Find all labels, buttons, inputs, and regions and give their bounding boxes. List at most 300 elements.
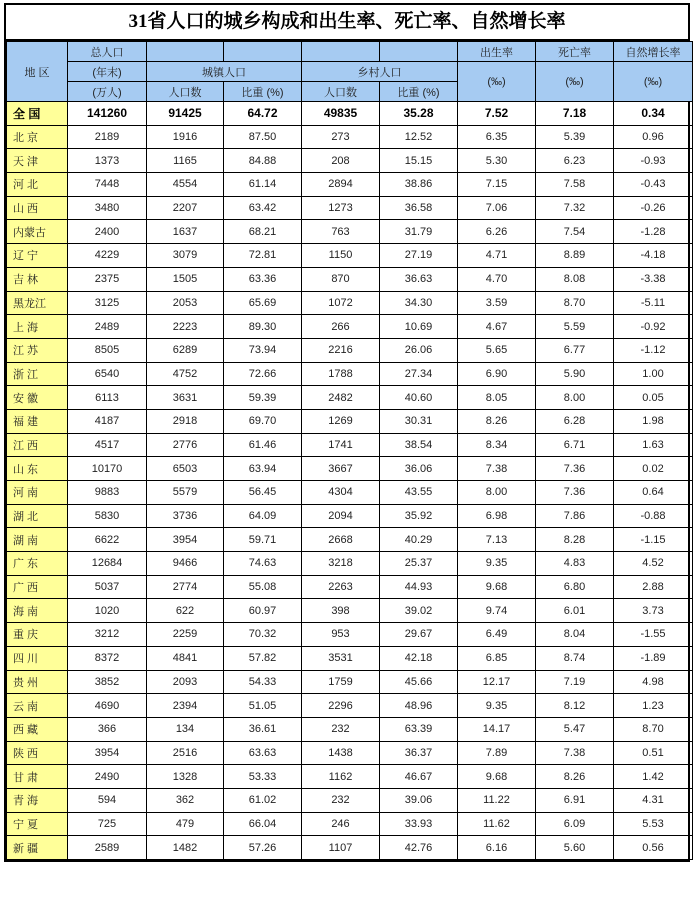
table-row (7, 812, 693, 836)
cell-urban-share: 63.63 (224, 741, 302, 765)
cell-birth: 8.05 (458, 386, 536, 410)
cell-region: 宁 夏 (7, 812, 68, 836)
header-region: 地 区 (7, 42, 68, 102)
cell-growth: -4.18 (614, 244, 693, 268)
table-row (7, 244, 693, 268)
cell-urban-share: 72.81 (224, 244, 302, 268)
header-urban-pop: 城镇人口 (147, 62, 302, 82)
table-row (7, 670, 693, 694)
table-row (7, 575, 693, 599)
cell-birth: 8.34 (458, 433, 536, 457)
table-row (7, 338, 693, 362)
table-body (7, 102, 693, 860)
cell-urban-share: 61.14 (224, 173, 302, 197)
cell-death: 8.70 (536, 291, 614, 315)
cell-total: 2589 (68, 836, 147, 860)
cell-total: 1373 (68, 149, 147, 173)
cell-birth: 6.85 (458, 646, 536, 670)
cell-rural-share: 36.58 (380, 196, 458, 220)
cell-rural-count: 2263 (302, 575, 380, 599)
cell-total: 7448 (68, 173, 147, 197)
cell-urban-share: 65.69 (224, 291, 302, 315)
cell-urban-share: 55.08 (224, 575, 302, 599)
cell-growth: 1.00 (614, 362, 693, 386)
cell-total: 725 (68, 812, 147, 836)
table-row (7, 291, 693, 315)
cell-region: 甘 肃 (7, 765, 68, 789)
cell-rural-share: 35.92 (380, 504, 458, 528)
cell-birth: 7.89 (458, 741, 536, 765)
cell-death: 6.91 (536, 788, 614, 812)
cell-birth: 6.49 (458, 623, 536, 647)
cell-rural-count: 273 (302, 125, 380, 149)
cell-birth: 4.71 (458, 244, 536, 268)
cell-total: 3480 (68, 196, 147, 220)
cell-death: 8.12 (536, 694, 614, 718)
cell-rural-share: 29.67 (380, 623, 458, 647)
cell-urban-share: 68.21 (224, 220, 302, 244)
cell-birth: 7.13 (458, 528, 536, 552)
cell-rural-count: 1273 (302, 196, 380, 220)
cell-total: 3125 (68, 291, 147, 315)
cell-rural-count: 870 (302, 267, 380, 291)
cell-region: 贵 州 (7, 670, 68, 694)
cell-urban-count: 1637 (147, 220, 224, 244)
cell-rural-count: 246 (302, 812, 380, 836)
cell-death: 7.32 (536, 196, 614, 220)
cell-rural-share: 43.55 (380, 481, 458, 505)
cell-rural-count: 398 (302, 599, 380, 623)
cell-death: 5.39 (536, 125, 614, 149)
cell-death: 7.54 (536, 220, 614, 244)
header-urban-share: 比重 (%) (224, 82, 302, 102)
header-year-end: (年末) (68, 62, 147, 82)
cell-urban-count: 2207 (147, 196, 224, 220)
cell-birth: 8.00 (458, 481, 536, 505)
cell-urban-share: 63.36 (224, 267, 302, 291)
cell-region: 青 海 (7, 788, 68, 812)
table-row (7, 646, 693, 670)
cell-rural-count: 763 (302, 220, 380, 244)
cell-growth: 0.02 (614, 457, 693, 481)
table-row (7, 623, 693, 647)
cell-growth: 4.31 (614, 788, 693, 812)
cell-rural-count: 2216 (302, 338, 380, 362)
cell-urban-count: 4554 (147, 173, 224, 197)
cell-urban-count: 6289 (147, 338, 224, 362)
cell-rural-count: 1741 (302, 433, 380, 457)
cell-urban-share: 74.63 (224, 552, 302, 576)
cell-urban-count: 2223 (147, 315, 224, 339)
cell-death: 8.26 (536, 765, 614, 789)
cell-region: 内蒙古 (7, 220, 68, 244)
table-header (7, 42, 693, 102)
table-row (7, 788, 693, 812)
cell-death: 7.36 (536, 481, 614, 505)
cell-growth: 1.23 (614, 694, 693, 718)
cell-rural-share: 39.06 (380, 788, 458, 812)
cell-birth: 7.52 (458, 102, 536, 126)
cell-total: 2189 (68, 125, 147, 149)
cell-urban-count: 9466 (147, 552, 224, 576)
cell-birth: 6.16 (458, 836, 536, 860)
cell-death: 4.83 (536, 552, 614, 576)
cell-birth: 4.70 (458, 267, 536, 291)
header-death-rate: 死亡率 (536, 42, 614, 62)
cell-rural-share: 35.28 (380, 102, 458, 126)
cell-urban-count: 4841 (147, 646, 224, 670)
cell-growth: -1.28 (614, 220, 693, 244)
cell-urban-share: 70.32 (224, 623, 302, 647)
cell-rural-count: 1759 (302, 670, 380, 694)
cell-death: 6.23 (536, 149, 614, 173)
cell-region: 北 京 (7, 125, 68, 149)
cell-birth: 5.30 (458, 149, 536, 173)
cell-death: 6.28 (536, 409, 614, 433)
table-row (7, 386, 693, 410)
table-row (7, 267, 693, 291)
table-row (7, 149, 693, 173)
header-urban-count: 人口数 (147, 82, 224, 102)
cell-region: 新 疆 (7, 836, 68, 860)
cell-urban-share: 59.71 (224, 528, 302, 552)
cell-rural-share: 10.69 (380, 315, 458, 339)
cell-urban-count: 1328 (147, 765, 224, 789)
cell-rural-count: 208 (302, 149, 380, 173)
cell-total: 366 (68, 717, 147, 741)
cell-rural-share: 27.19 (380, 244, 458, 268)
cell-rural-count: 232 (302, 788, 380, 812)
cell-urban-share: 69.70 (224, 409, 302, 433)
cell-rural-count: 49835 (302, 102, 380, 126)
cell-rural-count: 2482 (302, 386, 380, 410)
cell-urban-share: 61.02 (224, 788, 302, 812)
header-natural-growth: 自然增长率 (614, 42, 693, 62)
cell-urban-share: 54.33 (224, 670, 302, 694)
cell-urban-share: 56.45 (224, 481, 302, 505)
cell-rural-count: 3218 (302, 552, 380, 576)
cell-death: 6.80 (536, 575, 614, 599)
header-blank (302, 42, 380, 62)
cell-total: 5830 (68, 504, 147, 528)
cell-region: 山 东 (7, 457, 68, 481)
cell-region: 黑龙江 (7, 291, 68, 315)
cell-rural-count: 2296 (302, 694, 380, 718)
cell-region: 广 东 (7, 552, 68, 576)
cell-growth: -1.89 (614, 646, 693, 670)
cell-death: 8.00 (536, 386, 614, 410)
cell-urban-count: 1505 (147, 267, 224, 291)
cell-rural-share: 44.93 (380, 575, 458, 599)
cell-urban-count: 134 (147, 717, 224, 741)
table-row (7, 765, 693, 789)
cell-region: 浙 江 (7, 362, 68, 386)
cell-region: 福 建 (7, 409, 68, 433)
cell-region: 山 西 (7, 196, 68, 220)
cell-urban-share: 89.30 (224, 315, 302, 339)
cell-total: 6540 (68, 362, 147, 386)
cell-rural-share: 36.63 (380, 267, 458, 291)
cell-growth: -1.55 (614, 623, 693, 647)
cell-birth: 9.35 (458, 552, 536, 576)
header-blank (380, 42, 458, 62)
cell-rural-share: 30.31 (380, 409, 458, 433)
cell-total: 3852 (68, 670, 147, 694)
cell-region: 河 南 (7, 481, 68, 505)
header-birth-rate: 出生率 (458, 42, 536, 62)
header-death-unit: (‰) (536, 62, 614, 102)
table-row (7, 457, 693, 481)
cell-growth: -5.11 (614, 291, 693, 315)
cell-death: 6.71 (536, 433, 614, 457)
cell-growth: 0.51 (614, 741, 693, 765)
cell-region: 海 南 (7, 599, 68, 623)
cell-growth: 4.52 (614, 552, 693, 576)
cell-rural-share: 34.30 (380, 291, 458, 315)
cell-rural-share: 48.96 (380, 694, 458, 718)
table-row (7, 196, 693, 220)
cell-urban-count: 2053 (147, 291, 224, 315)
cell-total: 4229 (68, 244, 147, 268)
cell-total: 5037 (68, 575, 147, 599)
cell-rural-count: 1162 (302, 765, 380, 789)
cell-region: 湖 北 (7, 504, 68, 528)
cell-total: 8372 (68, 646, 147, 670)
cell-rural-count: 2094 (302, 504, 380, 528)
cell-urban-count: 622 (147, 599, 224, 623)
cell-birth: 7.15 (458, 173, 536, 197)
cell-urban-share: 57.82 (224, 646, 302, 670)
cell-birth: 3.59 (458, 291, 536, 315)
header-rural-pop: 乡村人口 (302, 62, 458, 82)
cell-rural-count: 3667 (302, 457, 380, 481)
cell-rural-share: 40.29 (380, 528, 458, 552)
cell-rural-share: 63.39 (380, 717, 458, 741)
table-row (7, 125, 693, 149)
cell-rural-count: 2668 (302, 528, 380, 552)
cell-rural-count: 1788 (302, 362, 380, 386)
cell-rural-count: 1072 (302, 291, 380, 315)
cell-birth: 11.22 (458, 788, 536, 812)
cell-urban-share: 84.88 (224, 149, 302, 173)
cell-rural-count: 4304 (302, 481, 380, 505)
cell-death: 6.77 (536, 338, 614, 362)
table-row (7, 315, 693, 339)
cell-birth: 9.68 (458, 575, 536, 599)
cell-death: 7.86 (536, 504, 614, 528)
cell-rural-share: 38.54 (380, 433, 458, 457)
cell-total: 2490 (68, 765, 147, 789)
cell-total: 10170 (68, 457, 147, 481)
table-row (7, 220, 693, 244)
cell-urban-count: 3079 (147, 244, 224, 268)
cell-death: 5.47 (536, 717, 614, 741)
cell-birth: 7.38 (458, 457, 536, 481)
cell-rural-count: 3531 (302, 646, 380, 670)
cell-rural-share: 31.79 (380, 220, 458, 244)
cell-region: 广 西 (7, 575, 68, 599)
cell-growth: -0.26 (614, 196, 693, 220)
cell-birth: 6.90 (458, 362, 536, 386)
cell-rural-count: 2894 (302, 173, 380, 197)
cell-growth: 0.05 (614, 386, 693, 410)
cell-region: 江 西 (7, 433, 68, 457)
cell-region: 河 北 (7, 173, 68, 197)
cell-urban-count: 479 (147, 812, 224, 836)
cell-urban-count: 362 (147, 788, 224, 812)
cell-birth: 6.98 (458, 504, 536, 528)
cell-urban-share: 72.66 (224, 362, 302, 386)
table-row (7, 694, 693, 718)
cell-urban-count: 6503 (147, 457, 224, 481)
cell-total: 1020 (68, 599, 147, 623)
cell-death: 5.90 (536, 362, 614, 386)
cell-birth: 9.74 (458, 599, 536, 623)
header-unit-10k: (万人) (68, 82, 147, 102)
cell-urban-count: 91425 (147, 102, 224, 126)
table-row (7, 362, 693, 386)
cell-rural-share: 26.06 (380, 338, 458, 362)
cell-total: 4517 (68, 433, 147, 457)
population-table (6, 41, 693, 860)
cell-total: 9883 (68, 481, 147, 505)
cell-death: 5.59 (536, 315, 614, 339)
cell-total: 6113 (68, 386, 147, 410)
cell-urban-share: 64.72 (224, 102, 302, 126)
cell-growth: 0.56 (614, 836, 693, 860)
cell-growth: 3.73 (614, 599, 693, 623)
cell-urban-count: 3954 (147, 528, 224, 552)
cell-total: 12684 (68, 552, 147, 576)
table-row-national (7, 102, 693, 126)
cell-urban-share: 53.33 (224, 765, 302, 789)
cell-rural-share: 15.15 (380, 149, 458, 173)
table-row (7, 552, 693, 576)
cell-growth: -3.38 (614, 267, 693, 291)
cell-rural-count: 953 (302, 623, 380, 647)
cell-region: 湖 南 (7, 528, 68, 552)
cell-growth: 4.98 (614, 670, 693, 694)
cell-region: 上 海 (7, 315, 68, 339)
cell-urban-count: 1482 (147, 836, 224, 860)
cell-death: 8.28 (536, 528, 614, 552)
cell-urban-count: 2776 (147, 433, 224, 457)
cell-death: 7.36 (536, 457, 614, 481)
cell-growth: -0.43 (614, 173, 693, 197)
table-row (7, 504, 693, 528)
cell-rural-share: 27.34 (380, 362, 458, 386)
cell-death: 6.09 (536, 812, 614, 836)
cell-growth: -0.92 (614, 315, 693, 339)
cell-birth: 6.35 (458, 125, 536, 149)
cell-urban-share: 63.42 (224, 196, 302, 220)
data-sheet (4, 3, 690, 862)
cell-growth: 8.70 (614, 717, 693, 741)
cell-birth: 9.68 (458, 765, 536, 789)
cell-rural-share: 45.66 (380, 670, 458, 694)
header-blank (224, 42, 302, 62)
cell-growth: -0.88 (614, 504, 693, 528)
cell-urban-share: 51.05 (224, 694, 302, 718)
cell-urban-count: 5579 (147, 481, 224, 505)
cell-region: 辽 宁 (7, 244, 68, 268)
cell-region: 西 藏 (7, 717, 68, 741)
cell-urban-count: 3631 (147, 386, 224, 410)
cell-death: 7.58 (536, 173, 614, 197)
cell-growth: -1.12 (614, 338, 693, 362)
cell-total: 3212 (68, 623, 147, 647)
cell-death: 7.38 (536, 741, 614, 765)
cell-birth: 14.17 (458, 717, 536, 741)
cell-region: 重 庆 (7, 623, 68, 647)
cell-rural-share: 40.60 (380, 386, 458, 410)
cell-region: 全 国 (7, 102, 68, 126)
cell-total: 4187 (68, 409, 147, 433)
cell-urban-share: 73.94 (224, 338, 302, 362)
cell-total: 2375 (68, 267, 147, 291)
cell-region: 天 津 (7, 149, 68, 173)
cell-rural-count: 232 (302, 717, 380, 741)
cell-urban-share: 63.94 (224, 457, 302, 481)
cell-rural-count: 1150 (302, 244, 380, 268)
cell-urban-share: 87.50 (224, 125, 302, 149)
cell-urban-count: 2093 (147, 670, 224, 694)
table-row (7, 717, 693, 741)
table-row (7, 433, 693, 457)
cell-birth: 8.26 (458, 409, 536, 433)
cell-total: 6622 (68, 528, 147, 552)
cell-urban-count: 2516 (147, 741, 224, 765)
cell-rural-share: 42.18 (380, 646, 458, 670)
cell-death: 8.04 (536, 623, 614, 647)
cell-birth: 4.67 (458, 315, 536, 339)
cell-birth: 11.62 (458, 812, 536, 836)
cell-growth: 0.96 (614, 125, 693, 149)
cell-rural-share: 36.06 (380, 457, 458, 481)
cell-growth: -0.93 (614, 149, 693, 173)
cell-urban-count: 2259 (147, 623, 224, 647)
cell-total: 8505 (68, 338, 147, 362)
cell-death: 7.18 (536, 102, 614, 126)
cell-urban-count: 3736 (147, 504, 224, 528)
table-row (7, 741, 693, 765)
cell-urban-count: 2918 (147, 409, 224, 433)
table-row (7, 409, 693, 433)
cell-birth: 9.35 (458, 694, 536, 718)
cell-death: 6.01 (536, 599, 614, 623)
cell-total: 4690 (68, 694, 147, 718)
cell-rural-share: 39.02 (380, 599, 458, 623)
cell-total: 2400 (68, 220, 147, 244)
cell-urban-share: 66.04 (224, 812, 302, 836)
header-total-pop: 总人口 (68, 42, 147, 62)
cell-rural-count: 1107 (302, 836, 380, 860)
cell-urban-share: 59.39 (224, 386, 302, 410)
cell-growth: 5.53 (614, 812, 693, 836)
cell-birth: 6.26 (458, 220, 536, 244)
header-blank (147, 42, 224, 62)
cell-total: 594 (68, 788, 147, 812)
cell-rural-share: 25.37 (380, 552, 458, 576)
header-rural-share: 比重 (%) (380, 82, 458, 102)
cell-rural-share: 36.37 (380, 741, 458, 765)
cell-growth: 1.63 (614, 433, 693, 457)
cell-total: 3954 (68, 741, 147, 765)
cell-rural-count: 266 (302, 315, 380, 339)
cell-region: 云 南 (7, 694, 68, 718)
cell-urban-count: 4752 (147, 362, 224, 386)
cell-urban-share: 64.09 (224, 504, 302, 528)
